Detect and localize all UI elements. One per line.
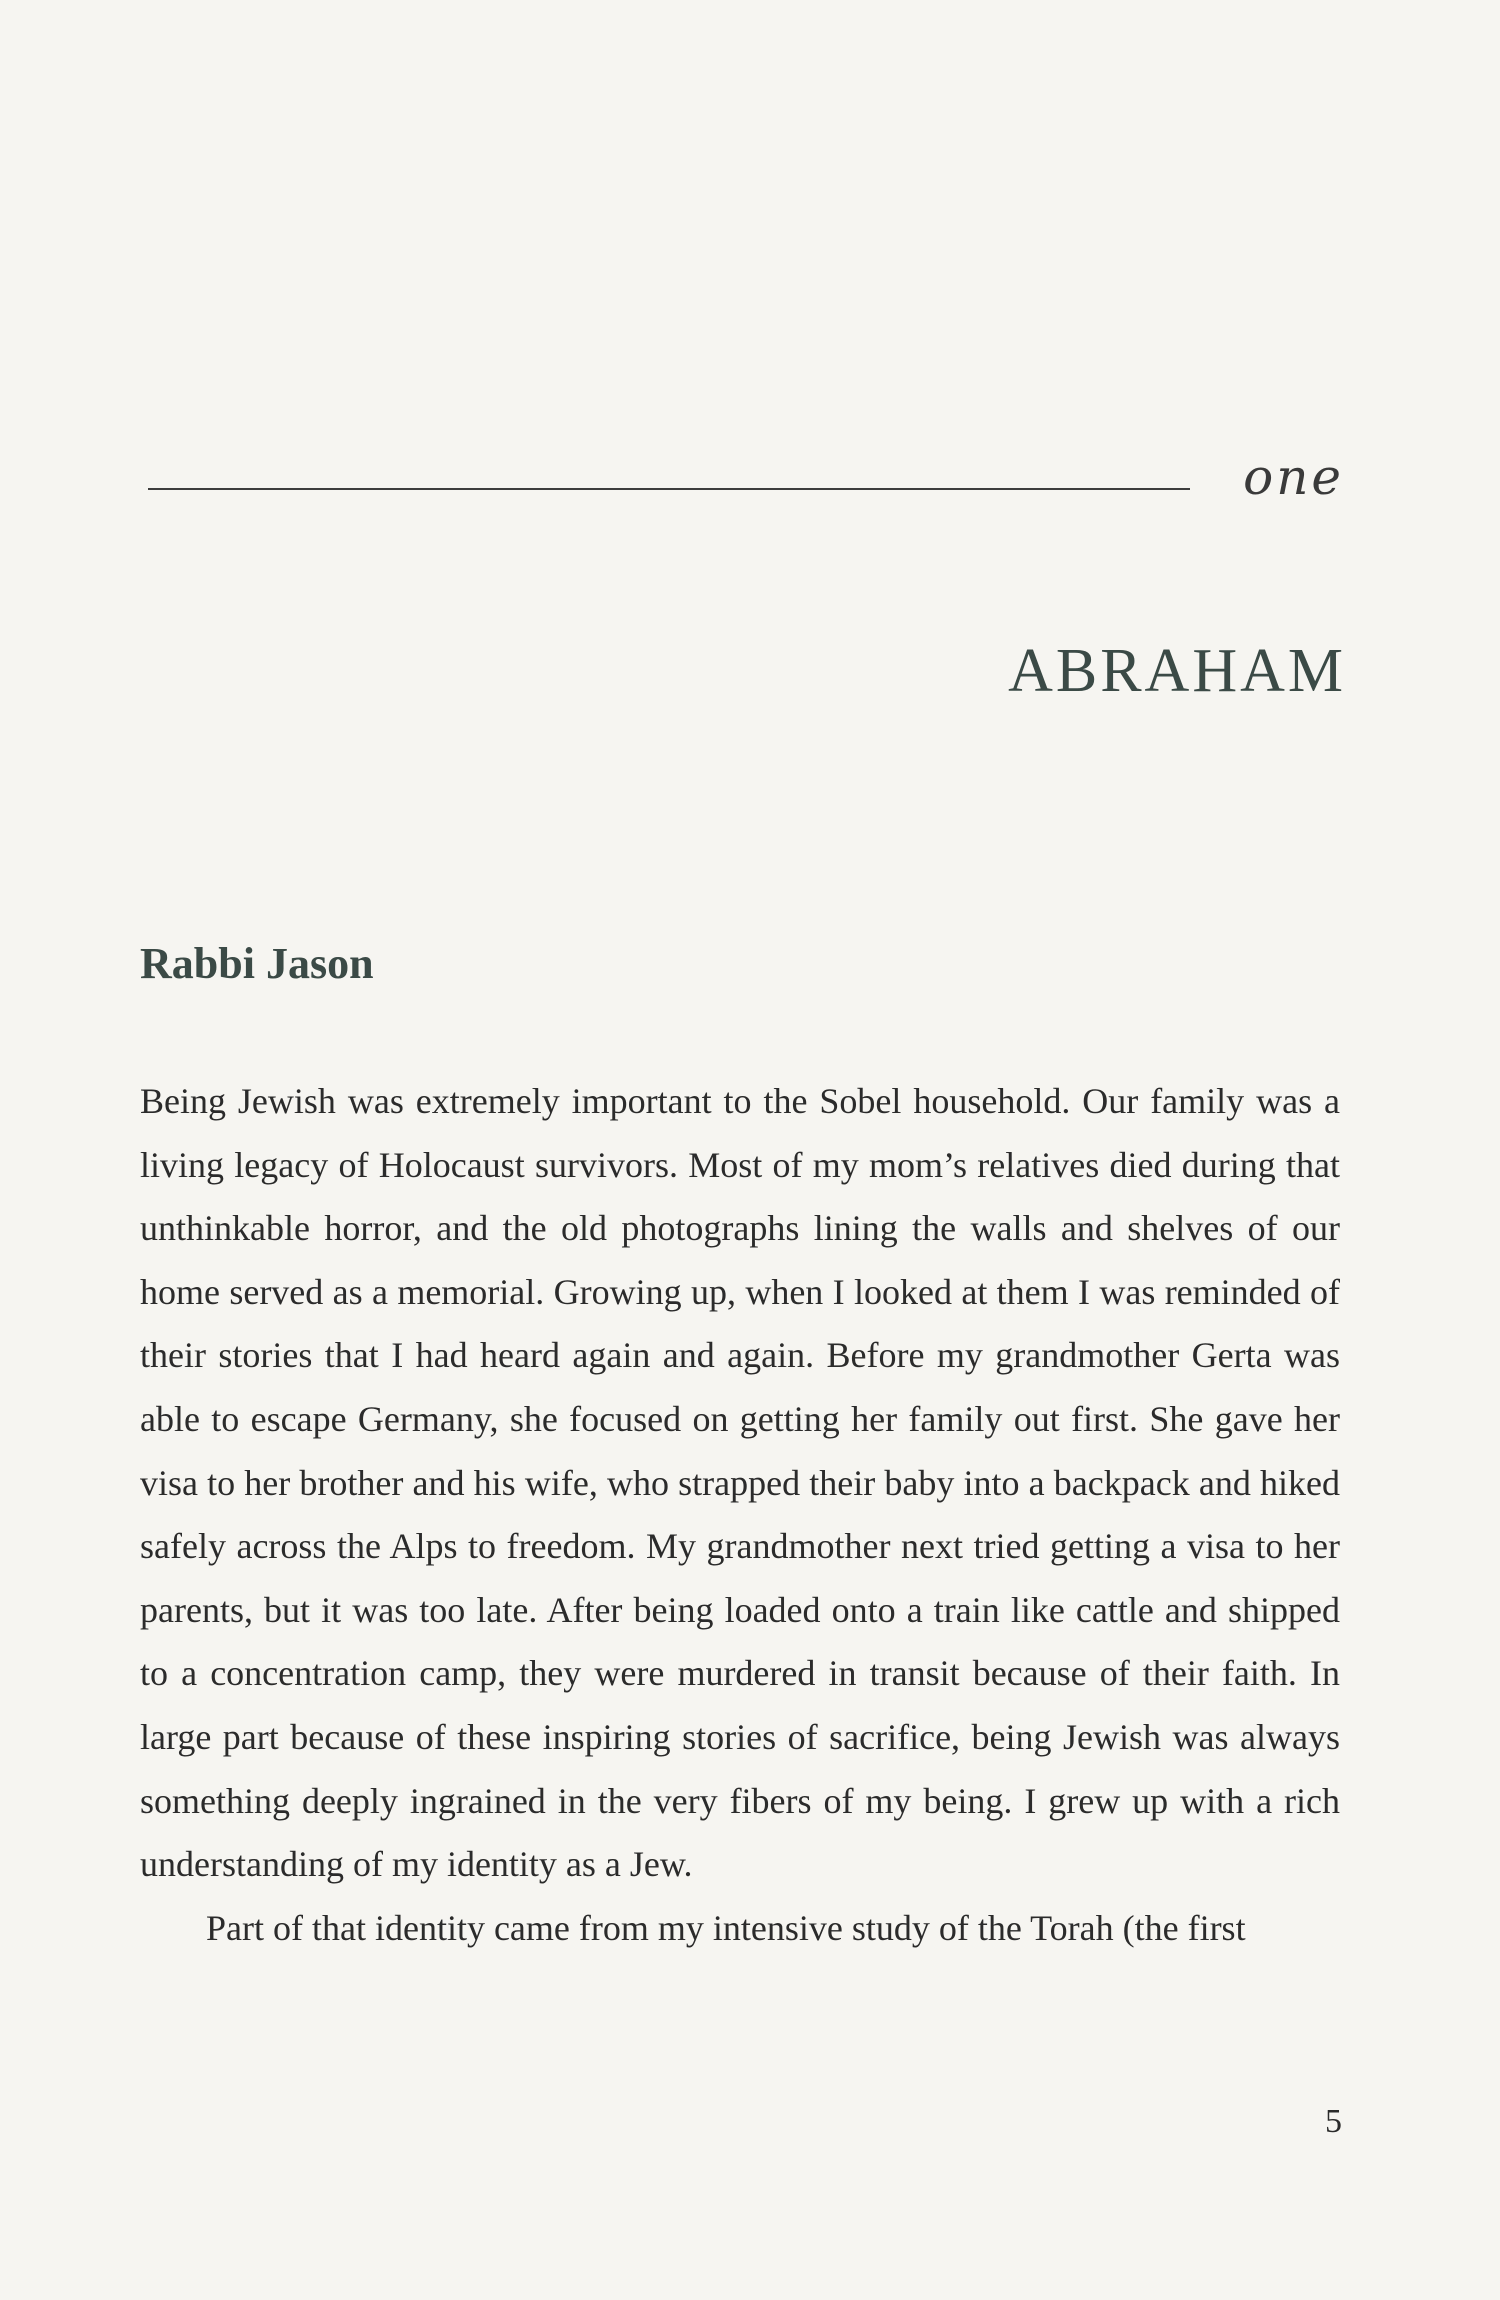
body-text bbox=[140, 1070, 1340, 1960]
paragraph: Part of that identity came from my intensive study of the Torah (the first bbox=[206, 1907, 1246, 1948]
chapter-title: ABRAHAM bbox=[1008, 637, 1346, 705]
chapter-rule bbox=[148, 488, 1190, 490]
section-heading: Rabbi Jason bbox=[140, 939, 374, 988]
chapter-number: one bbox=[1243, 448, 1344, 506]
paragraph: Being Jewish was extremely important to the Sobel household. Our family was a living legacy of Holocaust survivors. Most of my mom’s relatives died during that unthinkable horror, and the old photographs lining the walls and shelves of our home served as a memorial. Growing up, when I looked at them I was reminded of their stories that I had heard again and again. Before my grandmother Gerta was able to escape Germany, she focused on getting her family out first. She gave her visa to her brother and his wife, who strapped their baby into a backpack and hiked safely across the Alps to freedom. My grandmother next tried getting a visa to her parents, but it was too late. After being loaded onto a train like cattle and shipped to a concentration camp, they were murdered in transit because of their faith. In large part because of these inspiring stories of sacrifice, being Jewish was always something deeply ingrained in the very fibers of my being. I grew up with a rich understanding of my identity as a Jew. bbox=[140, 1081, 1340, 1885]
page-number: 5 bbox=[1325, 2103, 1342, 2140]
